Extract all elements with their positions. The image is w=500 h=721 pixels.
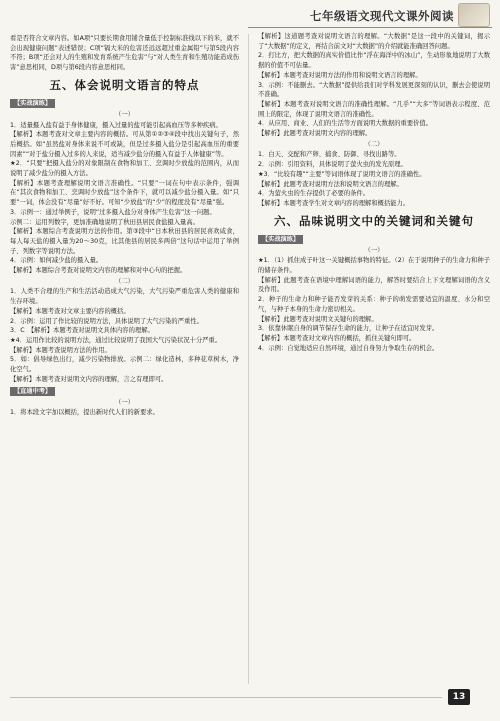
subsection-label: （一）: [115, 110, 134, 118]
answer-block: 【解析】这道题考查对说明文语言的理解。“大数据”是这一段中的关键词，揭示了“大数据”的定义，再结合前文对“大数据”的介绍就能准确回答问题。 2．打比方，把大数据的真实价值比作“浮在海洋中的冰山”，生动形象地说明了大数据的价值不可估量。 【解析】本题考查对说明方法的作用和说明文语言的理解。 3．示例：不能删去。“大数据”提供给我们对学科发展更深刻的认识，删去会使说明不准确。 【解析】本题考查对说明文语言的准确性理解。“几乎”“大多”等词语表示程度、范围上的限定，体现了说明文语言的准确性。 4．从应用、商业、人们的生活等方面说明大数据的重要价值。 【解析】此题考查对说明文内容的理解。: [258, 33, 490, 138]
section-title-five: 五、体会说明文语言的特点: [49, 77, 200, 92]
right-column: [258, 32, 490, 680]
header-decoration-icon: [458, 3, 490, 27]
answer-block: 5．如：倡导绿色出行，减少污染物排放。示例二：绿化造林，多种花草树木，净化空气。 【解析】本题考查对说明文内容的理解，言之有理即可。: [10, 356, 239, 383]
left-column: [10, 34, 239, 682]
section-title-six: 六、品味说明文中的关键词和关键句: [274, 213, 474, 228]
answer-block: 1．白天、交配和产卵、捕食、防御、寻找出路等。 2．示例：引用资料，具体说明了萤火虫的发光原理。 ★3．“比较有趣”“主要”等词语体现了说明文语言的准确性。 【解析】此题考查对说明方法和说明文语言的理解。 4．为萤火虫的生存提供了必要的条件。 【解析】本题考查学生对文章内容的理解和概括能力。: [258, 151, 426, 207]
answer-block: ★1．（1）抓住成子叶这一关键概括事物的特征。（2）在于说明种子的生命力和种子的储存条件。 【解析】此题考查在语境中理解词语的能力，解答时要结合上下文理解词语的含义及作用。 2．种子的生命力和种子能否发芽的关系：种子的萌发需要适宜的温度、水分和空气，与种子本身的生命力密切相关。 【解析】此题考查对说明文关键句的理解。 3．依靠休眠自身的调节保存生命的能力，让种子在适宜时发芽。 【解析】本题考查对文章内容的概括，抓住关键句即可。 4．示例：自觉地适应自然环境，通过自身努力争取生存的机会。: [258, 257, 490, 352]
answer-block: 1．人类不合理的生产和生活活动造成大气污染，大气污染严重危害人类的健康和生存环境。 【解析】本题考查对文章主要内容的概括。 2．示例：运用了作比较的说明方法，具体说明了大气污染的严重性。 3．C 【解析】本题考查对说明文具体内容的理解。 ★4．运用作比较的说明方法，通过比较说明了我国大气污染状况十分严重。 【解析】本题考查说明方法的作用。: [10, 288, 239, 354]
page-header: [0, 0, 500, 30]
answer-block: 1．适量摄入盐有益于身体健康，摄入过量的盐可能引起高血压等多种疾病。 【解析】本题考查对文章主要内容的概括。可从第①②③④段中找出关键句子，然后概括。如“虽然盐对身体来说不可或缺，但是过多摄入盐分是引起高血压的重要因素”“对于盐分摄入过多的人来说，适当减少盐分的摄入有益于人体健康”等。 ★2．“只要”把摄入盐分的对象限制在食物和加工、烹调时少放盐的范围内，从而说明了减少盐分的摄入方法。 【解析】本题考查理解说明文语言准确性。“只要”一词在句中表示条件，强调在“其次食物和加工、烹调时少放盐”这个条件下，就可以减少盐分摄入量。如“只要”一词，体会没有“尽量”好不好。可知“少放盐”的“少”的程度没有“尽量”强。: [10, 121, 239, 207]
subsection-label: （二）: [115, 277, 134, 285]
practice-tag: 【实战演练】: [258, 235, 303, 244]
subsection-label: （二）: [364, 140, 384, 148]
practice-tag: 【实战演练】: [10, 99, 55, 108]
subsection-label: （一）: [115, 398, 134, 406]
header-title: 七年级语文现代文课外阅读: [310, 9, 454, 23]
page-number: 13: [448, 689, 470, 705]
column-divider: [248, 34, 249, 684]
answer-block: 1．将本段文字加以概括，提出新时代人们的新要求。: [10, 409, 159, 417]
footer-rule: [10, 697, 442, 698]
intro-paragraph: 看是否符合文章内容。如A项“只要长期食用铺含量低于控制标准线以下的米，就不会出现健康问题”表述错误；C项“镉大米的危害还远远超过重金属铅”与第5段内容不符；B项“还会对人的生殖和发育系统产生危害”与“对人类生育和生殖功能造成伤害”意思相同，D项与第6段内容意思相同。: [10, 35, 239, 72]
subsection-label: （一）: [364, 246, 384, 254]
zhitong-tag: 【直通中考】: [10, 387, 55, 396]
header-rule: [248, 27, 492, 28]
answer-block: 3．示例一：通过举例子，说明“过多摄入盐分对身体产生危害”这一问题。 示例二：运用列数字，更加准确地说明了秋田县居民食盐摄入量高。 【解析】本题综合考查说明方法的作用。第③段中“日本秋田县的居民喜欢咸食，每人每天盐的摄入量为20～30克，比其他县的居民多两倍”这句话中运用了举例子、列数字等说明方法。 4．示例：如何减少盐的摄入量。 【解析】本题综合考查对说明文内容的理解和对中心句的把握。: [10, 208, 239, 275]
